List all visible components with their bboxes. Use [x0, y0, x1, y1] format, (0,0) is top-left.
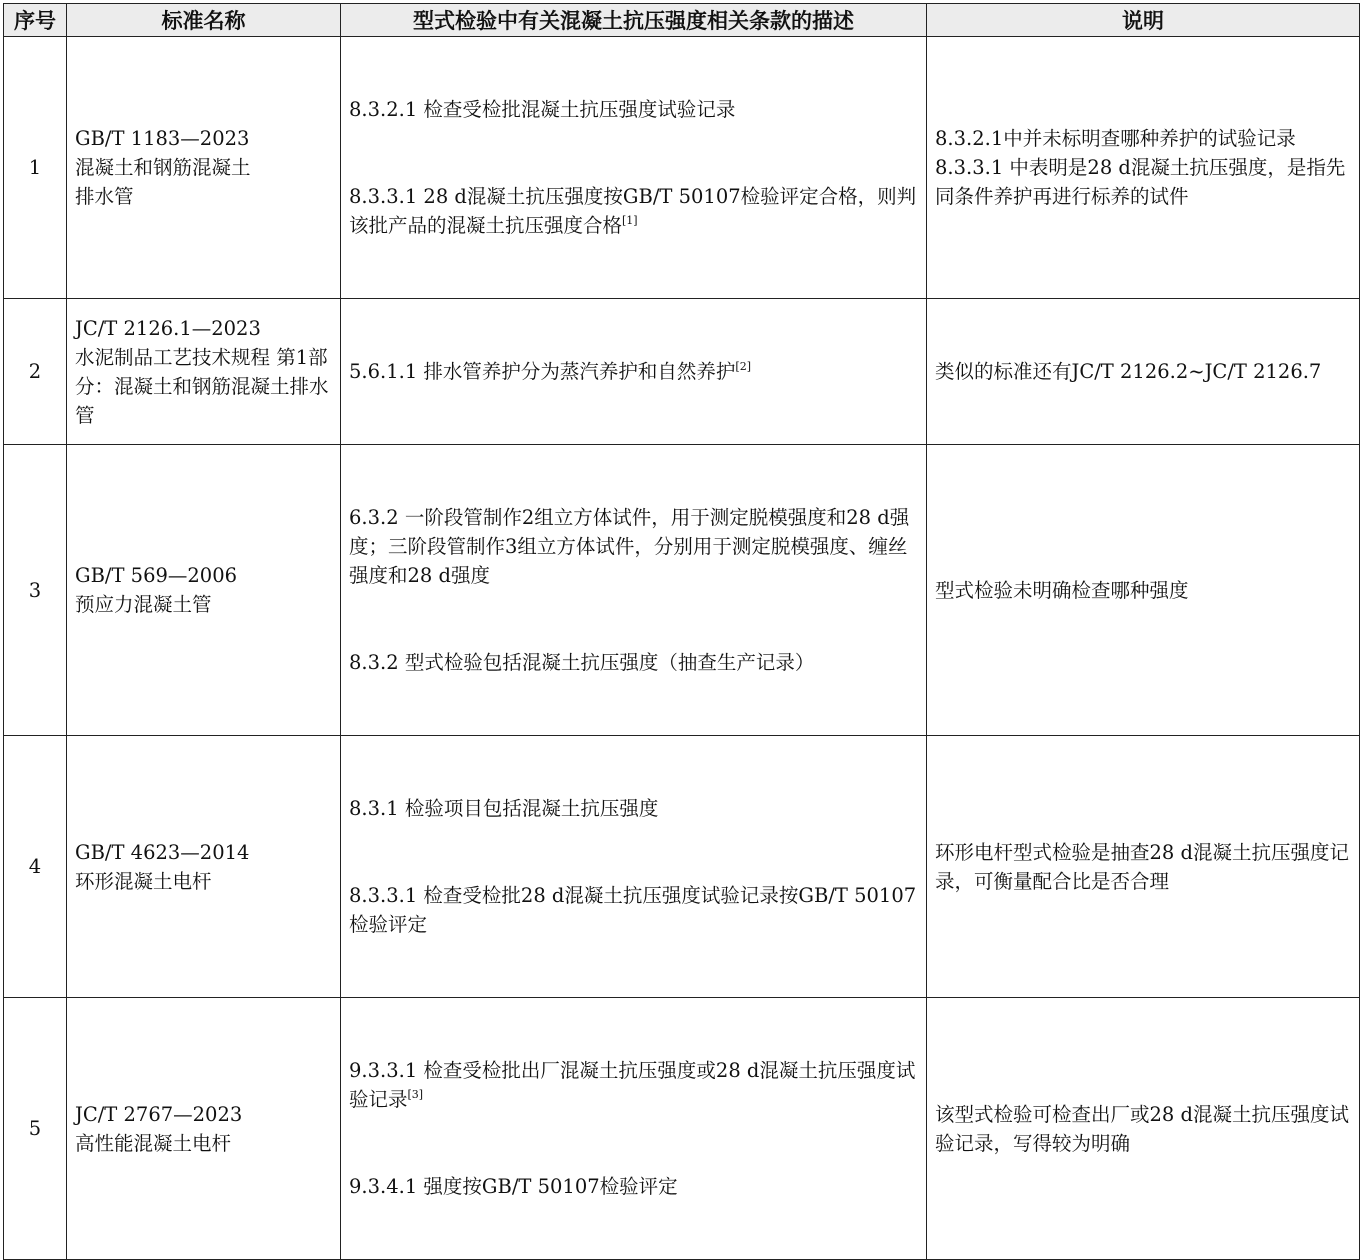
standard-name: JC/T 2126.1—2023 水泥制品工艺技术规程 第1部分：混凝土和钢筋混凝土排水管	[67, 299, 341, 445]
table-row	[4, 299, 1360, 445]
row-number: 4	[4, 736, 67, 998]
table-row	[4, 445, 1360, 736]
description-line	[349, 95, 921, 124]
description	[341, 445, 927, 736]
note: 环形电杆型式检验是抽查28 d混凝土抗压强度记录，可衡量配合比是否合理	[927, 736, 1360, 998]
reference-mark: [3]	[407, 1088, 424, 1101]
note: 类似的标准还有JC/T 2126.2~JC/T 2126.7	[927, 299, 1360, 445]
description-line	[349, 794, 921, 823]
description-text: 5.6.1.1 排水管养护分为蒸汽养护和自然养护	[349, 360, 736, 383]
description-line	[349, 357, 921, 386]
note: 型式检验未明确检查哪种强度	[927, 445, 1360, 736]
header-row	[4, 4, 1360, 37]
description-text: 8.3.3.1 检查受检批28 d混凝土抗压强度试验记录按GB/T 50107检验评定	[349, 884, 917, 936]
note: 8.3.2.1中并未标明查哪种养护的试验记录 8.3.3.1 中表明是28 d混凝土抗压强度，是指先同条件养护再进行标养的试件	[927, 37, 1360, 299]
description-text: 8.3.1 检验项目包括混凝土抗压强度	[349, 797, 659, 820]
header-note: 说明	[927, 4, 1360, 37]
standard-name: JC/T 2767—2023 高性能混凝土电杆	[67, 998, 341, 1260]
standard-name: GB/T 569—2006 预应力混凝土管	[67, 445, 341, 736]
description-line	[349, 881, 921, 939]
standard-name: GB/T 1183—2023 混凝土和钢筋混凝土 排水管	[67, 37, 341, 299]
header-standard-name: 标准名称	[67, 4, 341, 37]
description-text: 6.3.2 一阶段管制作2组立方体试件，用于测定脱模强度和28 d强度；三阶段管制作3组立方体试件，分别用于测定脱模强度、缠丝强度和28 d强度	[349, 506, 910, 587]
table-row	[4, 998, 1360, 1260]
row-number: 5	[4, 998, 67, 1260]
table-row	[4, 736, 1360, 998]
description-line	[349, 648, 921, 677]
description	[341, 998, 927, 1260]
description-line	[349, 1056, 921, 1114]
header-no: 序号	[4, 4, 67, 37]
description-text: 8.3.3.1 28 d混凝土抗压强度按GB/T 50107检验评定合格，则判该批产品的混凝土抗压强度合格	[349, 185, 917, 237]
standards-table	[3, 3, 1360, 1260]
description	[341, 299, 927, 445]
description-text: 8.3.2 型式检验包括混凝土抗压强度（抽查生产记录）	[349, 651, 815, 674]
reference-mark: [2]	[735, 360, 752, 373]
description-line	[349, 182, 921, 240]
header-description: 型式检验中有关混凝土抗压强度相关条款的描述	[341, 4, 927, 37]
row-number: 2	[4, 299, 67, 445]
description-line	[349, 1172, 921, 1201]
standard-name: GB/T 4623—2014 环形混凝土电杆	[67, 736, 341, 998]
description-text: 9.3.3.1 检查受检批出厂混凝土抗压强度或28 d混凝土抗压强度试验记录	[349, 1059, 916, 1111]
row-number: 1	[4, 37, 67, 299]
description-text: 8.3.2.1 检查受检批混凝土抗压强度试验记录	[349, 98, 736, 121]
description-line	[349, 503, 921, 590]
note: 该型式检验可检查出厂或28 d混凝土抗压强度试验记录，写得较为明确	[927, 998, 1360, 1260]
description	[341, 736, 927, 998]
table-row	[4, 37, 1360, 299]
description	[341, 37, 927, 299]
description-text: 9.3.4.1 强度按GB/T 50107检验评定	[349, 1175, 678, 1198]
row-number: 3	[4, 445, 67, 736]
reference-mark: [1]	[622, 214, 638, 227]
